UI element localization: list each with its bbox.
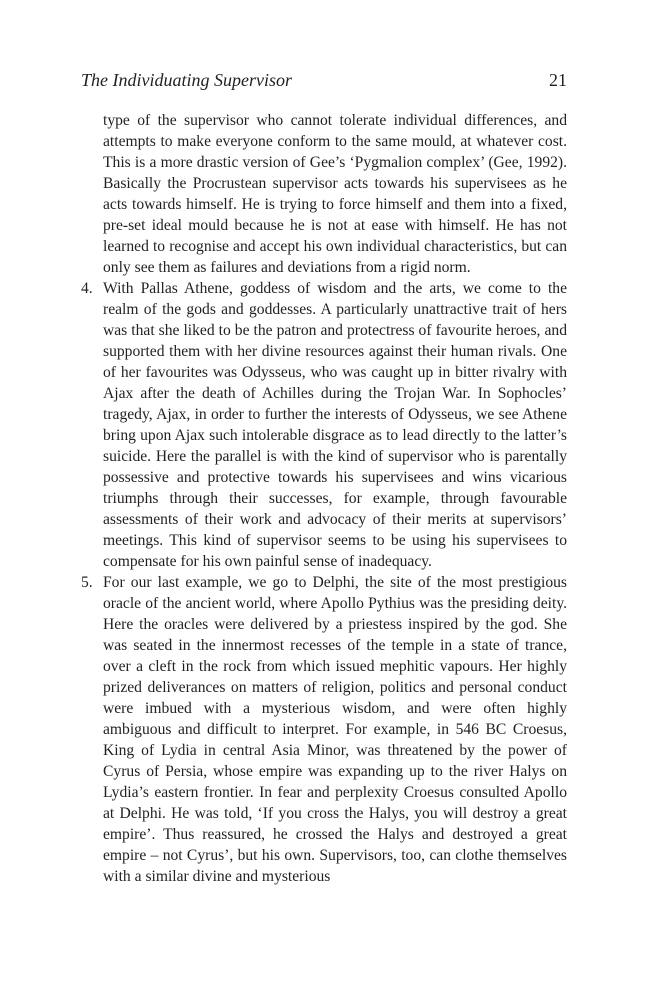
list-item-5 [81, 572, 567, 887]
running-head [81, 66, 567, 94]
list-item-text: For our last example, we go to Delphi, the site of the most prestigious oracle of the ancient world, where Apollo Pythius was the presiding deity. Here the oracles were delivered by a priestess inspired by the god. She was seated in the innermost recesses of the temple in a state of trance, over a cleft in the rock from which issued mephitic vapours. Her highly prized deliverances on matters of religion, politics and personal conduct were imbued with a mysterious wisdom, and were often highly ambiguous and difficult to interpret. For example, in 546 BC Croesus, King of Lydia in central Asia Minor, was threatened by the power of Cyrus of Persia, whose empire was expanding up to the river Halys on Lydia’s eastern frontier. In fear and perplexity Croesus consulted Apollo at Delphi. He was told, ‘If you cross the Halys, you will destroy a great empire’. Thus reassured, he crossed the Halys and destroyed a great empire – not Cyrus’, but his own. Supervisors, too, can clothe themselves with a similar divine and mysterious [103, 574, 567, 885]
list-item-4 [81, 278, 567, 572]
running-title: The Individuating Supervisor [81, 70, 292, 90]
page-number: 21 [549, 70, 567, 90]
list-item-number: 4. [81, 280, 93, 297]
list-item-text: With Pallas Athene, goddess of wisdom and the arts, we come to the realm of the gods and goddesses. A particularly unattractive trait of hers was that she liked to be the patron and protectress of favourite heroes, and supported them with her divine resources against their human rivals. One of her favourites was Odysseus, who was caught up in bitter rivalry with Ajax after the death of Achilles during the Trojan War. In Sophocles’ tragedy, Ajax, in order to further the interests of Odysseus, we see Athene bring upon Ajax such intolerable disgrace as to lead directly to the latter’s suicide. Here the parallel is with the kind of supervisor who is parentally possessive and protective towards his supervisees and wins vicarious triumphs through their successes, for example, through favourable assessments of their work and advocacy of their merits at supervisors’ meetings. This kind of supervisor seems to be using his supervisees to compensate for his own painful sense of inadequacy. [103, 280, 567, 570]
body-text [81, 110, 567, 887]
list-item-number: 5. [81, 574, 93, 591]
continuation-paragraph: type of the supervisor who cannot tolerate individual differences, and attempts to make everyone conform to the same mould, at whatever cost. This is a more drastic version of Gee’s ‘Pygmalion complex’ (Gee, 1992). Basically the Procrustean supervisor acts towards his supervisees as he acts towards himself. He is trying to force himself and them into a fixed, pre-set ideal mould because he is not at ease with himself. He has not learned to recognise and accept his own individual characteristics, but can only see them as failures and deviations from a rigid norm. [103, 112, 567, 276]
